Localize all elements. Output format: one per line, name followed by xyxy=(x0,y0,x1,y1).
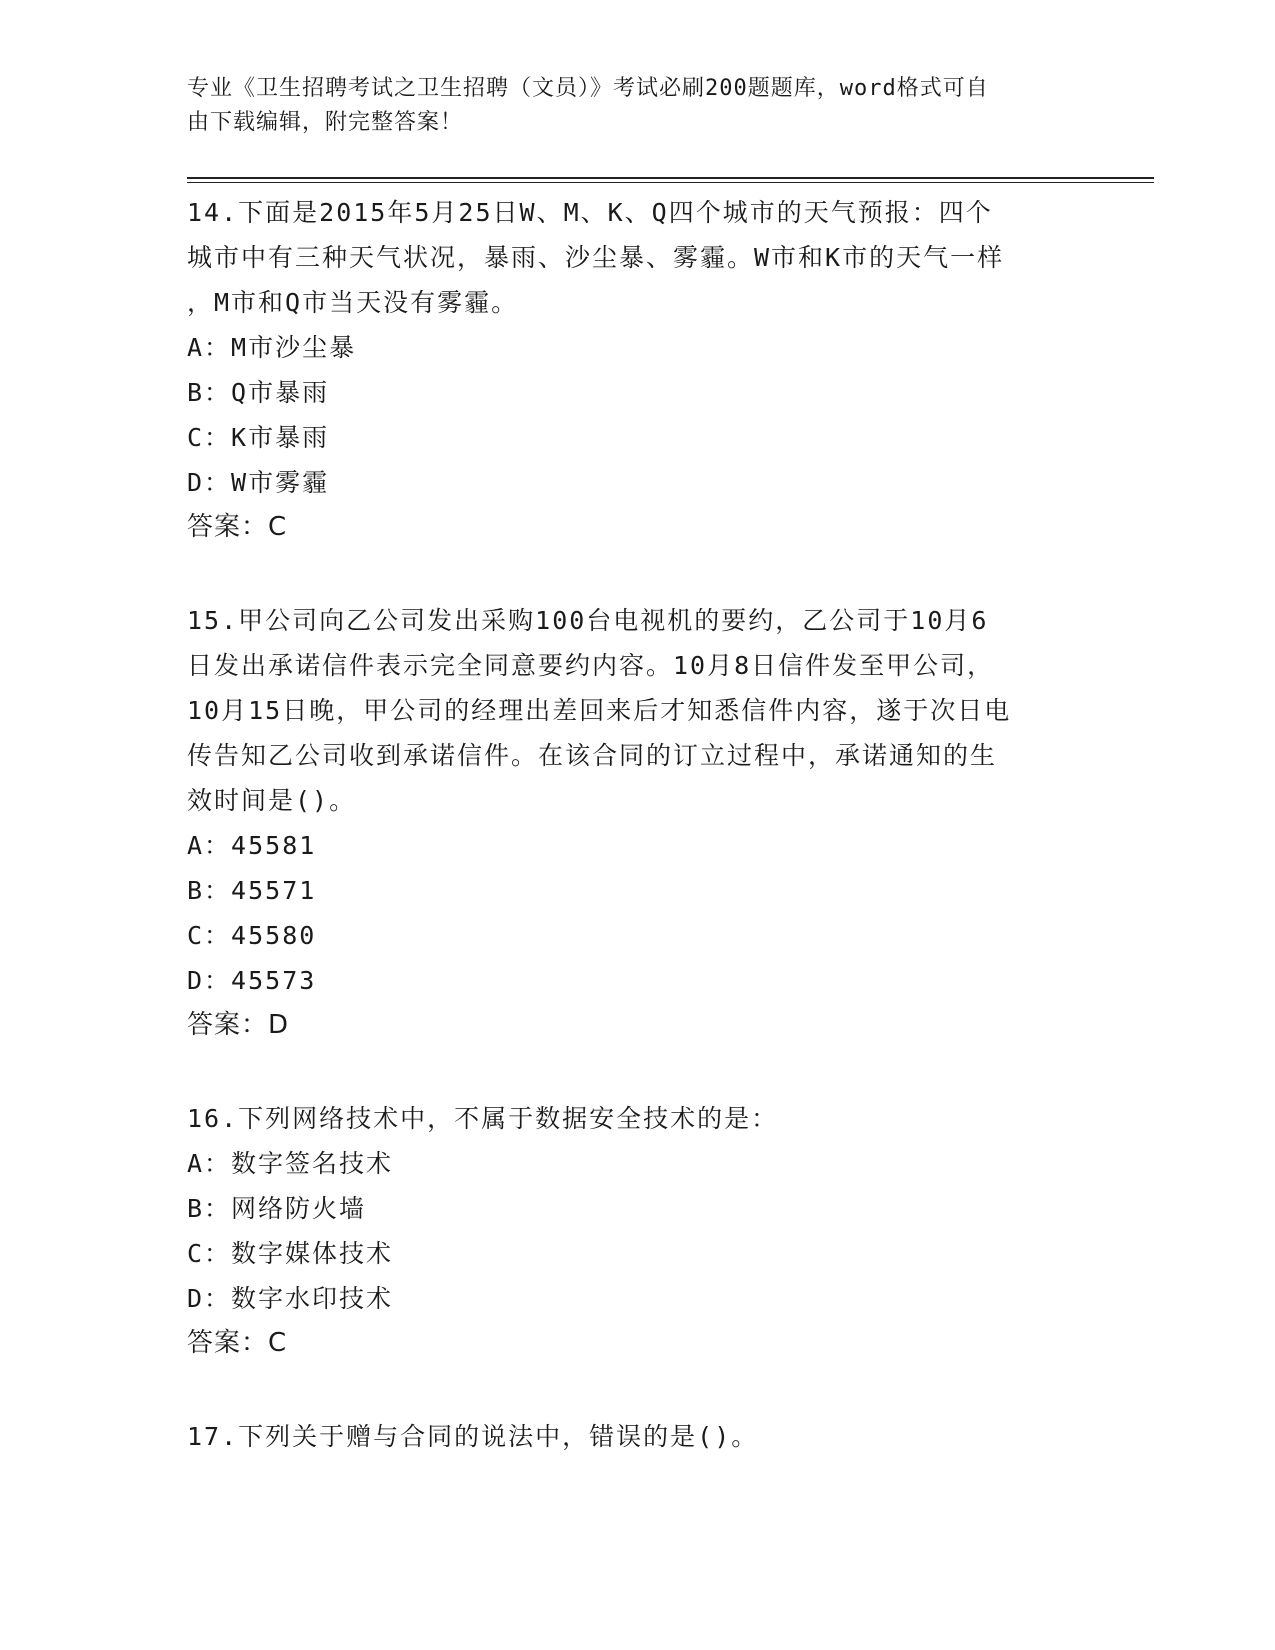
option-b: B：网络防火墙 xyxy=(187,1194,367,1223)
question-stem-line: 14.下面是2015年5月25日W、M、K、Q四个城市的天气预报：四个 xyxy=(187,198,993,227)
question-stem-line: 效时间是()。 xyxy=(187,786,357,815)
question-stem-line: 城市中有三种天气状况，暴雨、沙尘暴、雾霾。W市和K市的天气一样 xyxy=(187,243,1005,272)
question-stem-line: 传告知乙公司收到承诺信件。在该合同的订立过程中，承诺通知的生 xyxy=(187,741,998,770)
option-b: B：45571 xyxy=(187,876,317,905)
option-d: D：45573 xyxy=(187,966,317,995)
spacer xyxy=(187,550,1087,598)
question-stem-line: ，M市和Q市当天没有雾霾。 xyxy=(187,288,519,317)
answer-line: 答案：C xyxy=(187,1328,288,1358)
option-c: C：45580 xyxy=(187,921,317,950)
question-16 xyxy=(187,1096,1087,1366)
option-d: D：数字水印技术 xyxy=(187,1284,394,1313)
option-b: B：Q市暴雨 xyxy=(187,378,330,407)
question-17 xyxy=(187,1414,1087,1459)
answer-line: 答案：C xyxy=(187,512,288,542)
header-divider-thick xyxy=(187,177,1154,179)
document-header xyxy=(187,72,1067,140)
header-line-2: 由下载编辑，附完整答案！ xyxy=(187,110,464,135)
question-stem-line: 日发出承诺信件表示完全同意要约内容。10月8日信件发至甲公司， xyxy=(187,651,995,680)
question-15 xyxy=(187,598,1087,1048)
option-a: A：45581 xyxy=(187,831,317,860)
question-stem-line: 10月15日晚，甲公司的经理出差回来后才知悉信件内容，遂于次日电 xyxy=(187,696,1012,725)
question-stem-line: 16.下列网络技术中，不属于数据安全技术的是： xyxy=(187,1104,779,1133)
option-a: A：数字签名技术 xyxy=(187,1149,394,1178)
question-stem-line: 17.下列关于赠与合同的说法中，错误的是()。 xyxy=(187,1422,759,1451)
question-stem-line: 15.甲公司向乙公司发出采购100台电视机的要约，乙公司于10月6 xyxy=(187,606,989,635)
option-a: A：M市沙尘暴 xyxy=(187,333,357,362)
question-list xyxy=(187,190,1087,1459)
option-c: C：数字媒体技术 xyxy=(187,1239,394,1268)
question-14 xyxy=(187,190,1087,550)
spacer xyxy=(187,1048,1087,1096)
header-line-1: 专业《卫生招聘考试之卫生招聘（文员）》考试必刷200题题库，word格式可自 xyxy=(187,76,989,101)
header-divider-thin xyxy=(187,182,1154,183)
answer-line: 答案：D xyxy=(187,1010,290,1040)
spacer xyxy=(187,1366,1087,1414)
option-d: D：W市雾霾 xyxy=(187,468,330,497)
option-c: C：K市暴雨 xyxy=(187,423,330,452)
